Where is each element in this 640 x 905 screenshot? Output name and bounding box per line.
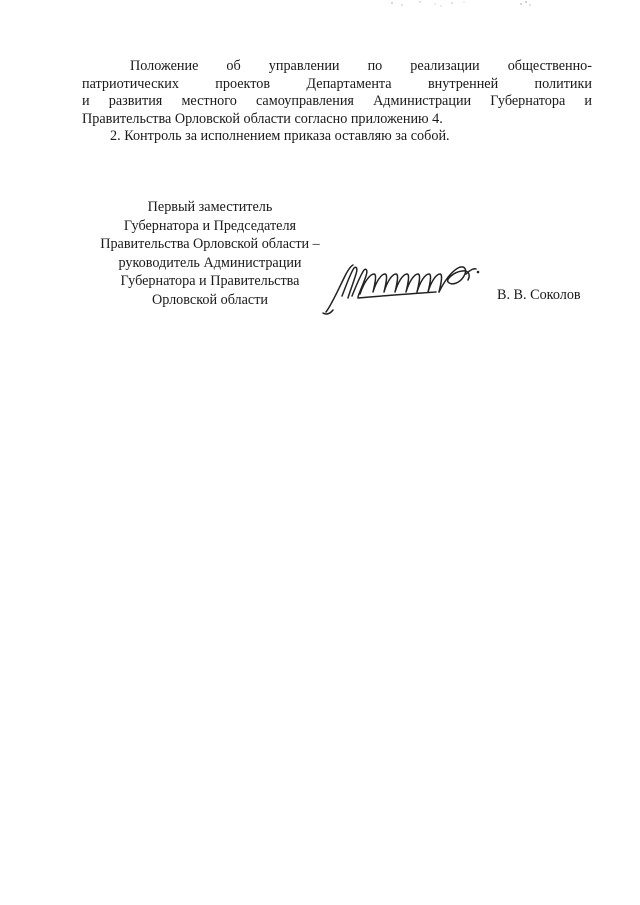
paragraph-line: и развития местного самоуправления Администрации Губернатора и [82,93,592,110]
paragraph-line: патриотических проектов Департамента внутренней политики [82,75,592,92]
paragraph-line: Положение об управлении по реализации общественно- [130,58,592,74]
order-body-text [82,58,592,146]
signatory-name: В. В. Соколов [497,287,581,303]
handwritten-signature [318,252,498,318]
signatory-title-line: Губернатора и Правительства [120,273,300,290]
signatory-title-line: Первый заместитель [147,199,273,215]
paragraph-line: Правительства Орловской области согласно приложению 4. [82,110,443,127]
signatory-title [60,198,360,310]
scan-speckles [380,0,580,12]
paragraph-regulation [82,58,592,128]
signatory-title-line: руководитель Администрации [118,254,302,271]
signatory-title-line: Губернатора и Председателя [123,217,297,234]
item-2-control: 2. Контроль за исполнением приказа оставляю за собой. [110,128,450,145]
signatory-title-line: Орловской области [151,291,269,308]
signatory-title-line: Правительства Орловской области – [100,236,320,253]
